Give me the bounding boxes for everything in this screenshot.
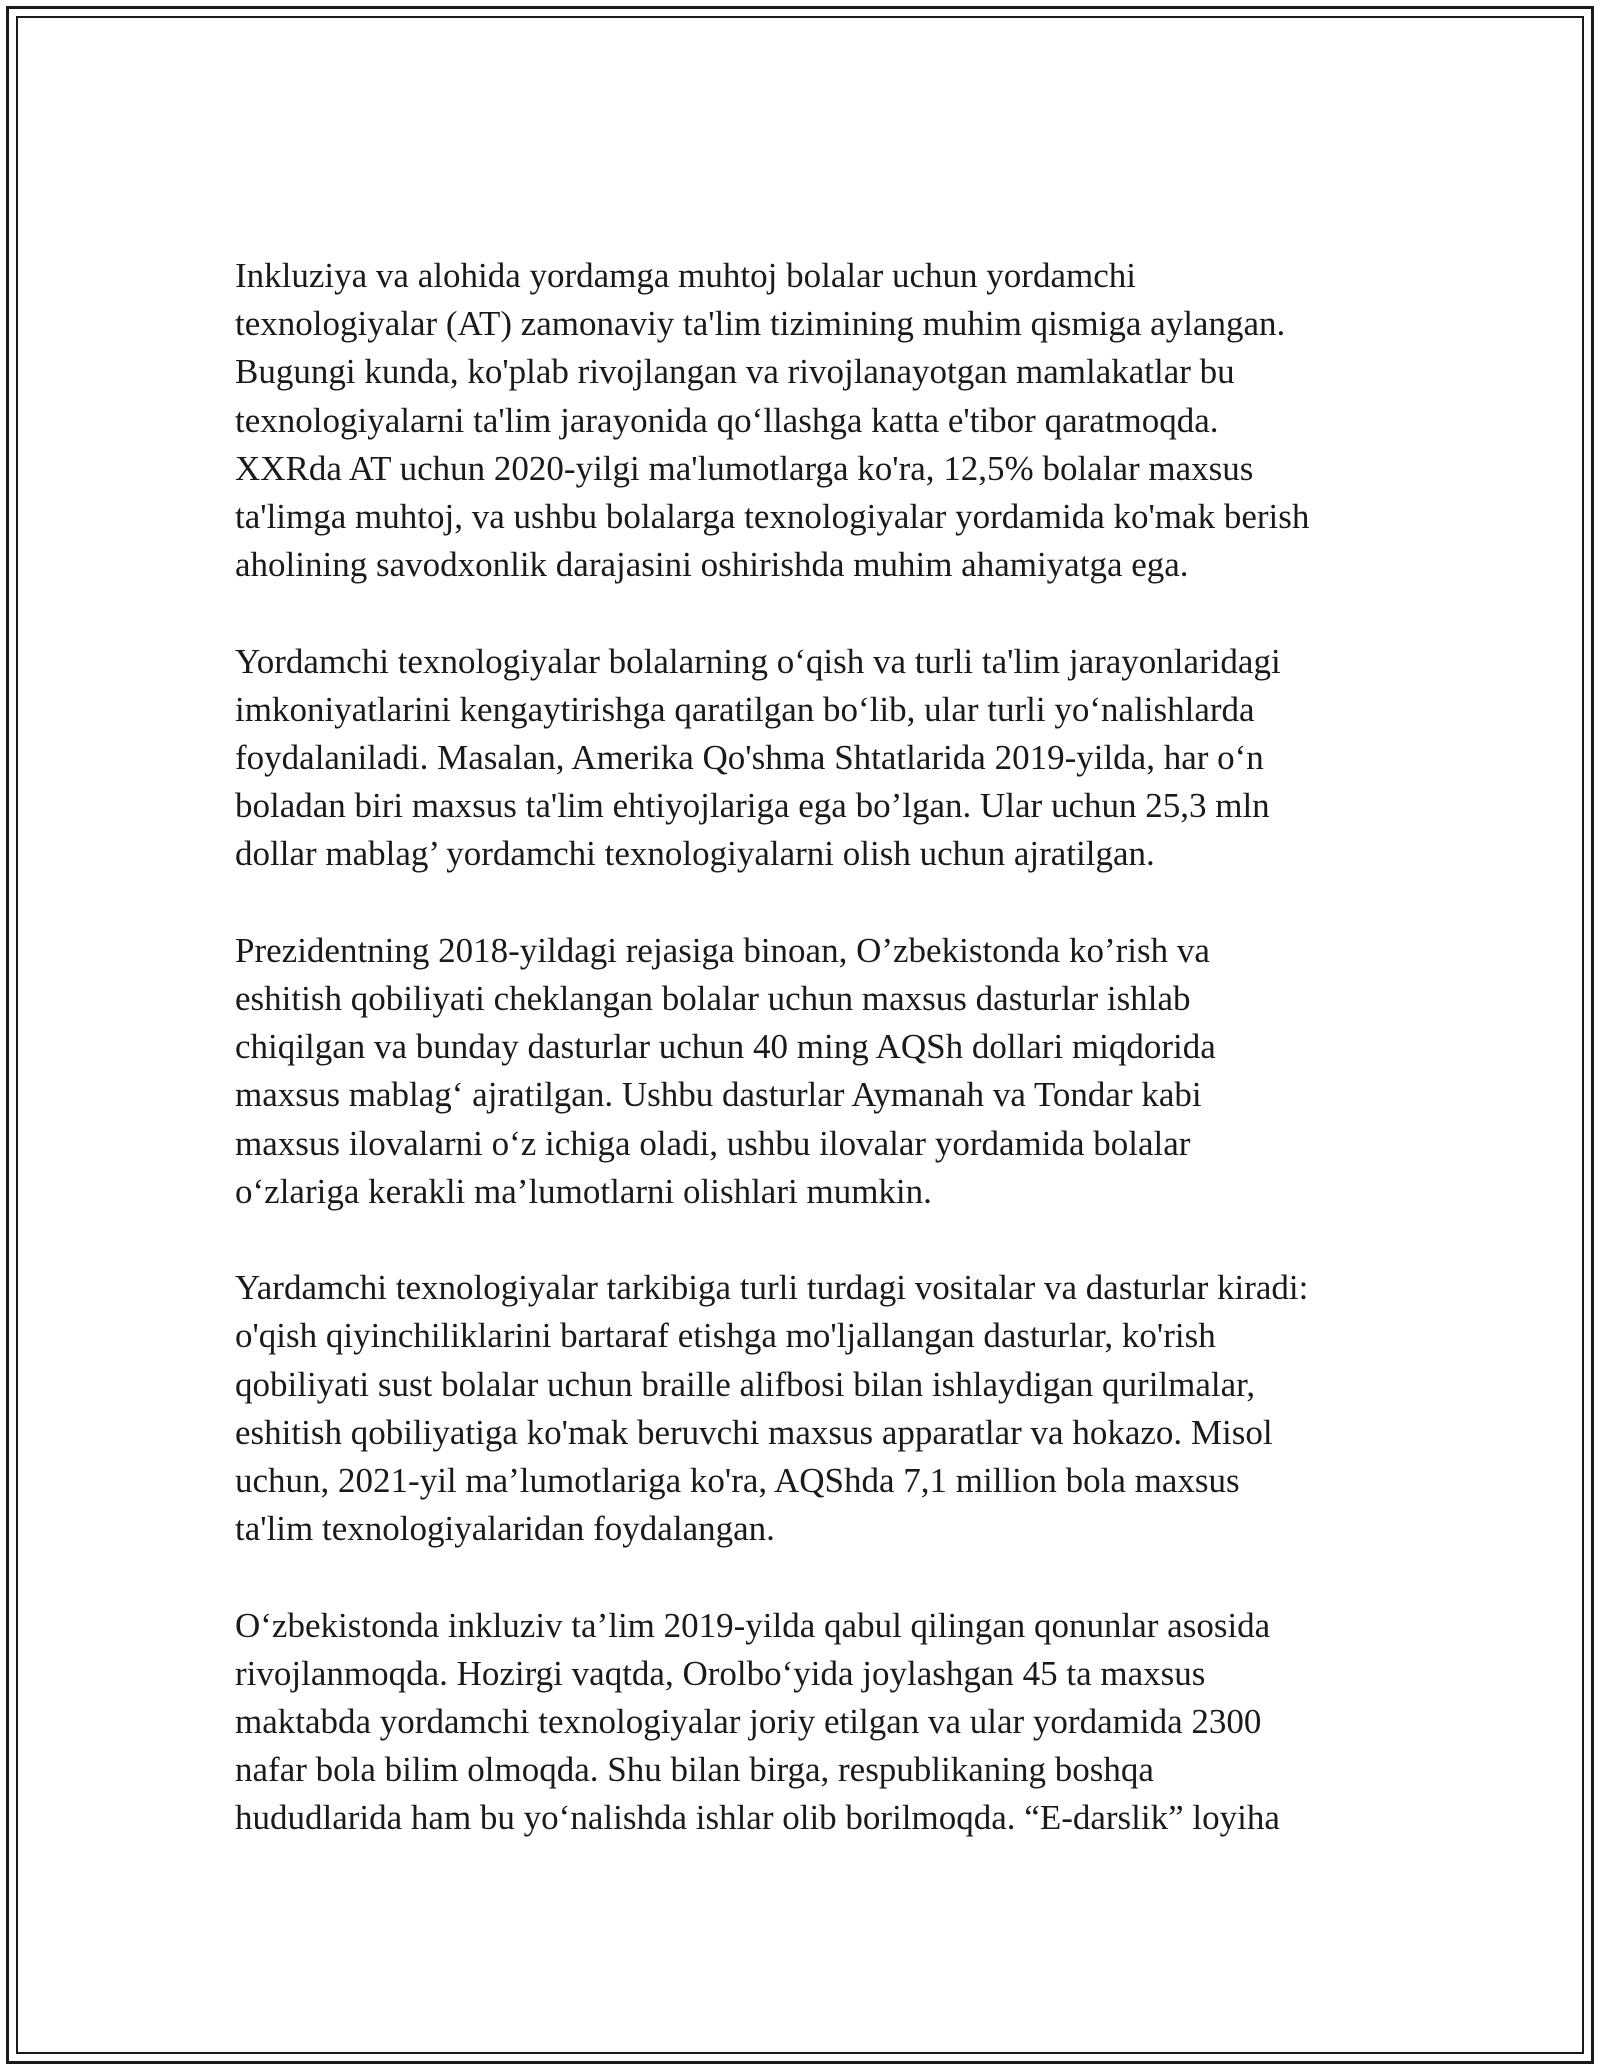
text-line: ta'limga muhtoj, va ushbu bolalarga texnologiyalar yordamida ko'mak berish [235,497,1310,537]
text-line: texnologiyalar (AT) zamonaviy ta'lim tizimining muhim qismiga aylangan. [235,304,1286,344]
text-line: hududlarida ham bu yo‘nalishda ishlar olib borilmoqda. “E-darslik” loyiha [235,1798,1280,1838]
text-line: rivojlanmoqda. Hozirgi vaqtda, Orolbo‘yida joylashgan 45 ta maxsus [235,1653,1206,1693]
document-body [235,252,1395,1843]
text-line: o‘zlariga kerakli ma’lumotlarni olishlari mumkin. [235,1171,932,1211]
text-line: XXRda AT uchun 2020-yilgi ma'lumotlarga ko'ra, 12,5% bolalar maxsus [235,448,1254,488]
text-line: Prezidentning 2018-yildagi rejasiga binoan, O’zbekistonda ko’rish va [235,930,1210,970]
text-line: maxsus ilovalarni o‘z ichiga oladi, ushbu ilovalar yordamida bolalar [235,1123,1191,1163]
text-line: Yordamchi texnologiyalar bolalarning o‘qish va turli ta'lim jarayonlaridagi [235,641,1281,681]
text-line: chiqilgan va bunday dasturlar uchun 40 ming AQSh dollari miqdorida [235,1027,1216,1067]
text-line: foydalaniladi. Masalan, Amerika Qo'shma Shtatlarida 2019-yilda, har o‘n [235,738,1264,778]
text-line: dollar mablag’ yordamchi texnologiyalarni olish uchun ajratilgan. [235,834,1155,874]
paragraph-5 [235,1602,1395,1843]
text-line: o'qish qiyinchiliklarini bartaraf etishga mo'ljallangan dasturlar, ko'rish [235,1316,1216,1356]
text-line: aholining savodxonlik darajasini oshirishda muhim ahamiyatga ega. [235,545,1189,585]
text-line: Yardamchi texnologiyalar tarkibiga turli turdagi vositalar va dasturlar kiradi: [235,1268,1309,1308]
paragraph-2 [235,638,1395,879]
text-line: qobiliyati sust bolalar uchun braille alifbosi bilan ishlaydigan qurilmalar, [235,1364,1256,1404]
text-line: maktabda yordamchi texnologiyalar joriy etilgan va ular yordamida 2300 [235,1702,1262,1742]
paragraph-4 [235,1264,1395,1553]
text-line: ta'lim texnologiyalaridan foydalangan. [235,1509,775,1549]
text-line: nafar bola bilim olmoqda. Shu bilan birga, respublikaning boshqa [235,1750,1154,1790]
text-line: boladan biri maxsus ta'lim ehtiyojlariga ega bo’lgan. Ular uchun 25,3 mln [235,786,1270,826]
text-line: uchun, 2021-yil ma’lumotlariga ko'ra, AQShda 7,1 million bola maxsus [235,1461,1240,1501]
text-line: O‘zbekistonda inkluziv ta’lim 2019-yilda qabul qilingan qonunlar asosida [235,1605,1271,1645]
paragraph-3 [235,927,1395,1216]
text-line: eshitish qobiliyati cheklangan bolalar uchun maxsus dasturlar ishlab [235,979,1191,1019]
text-line: Bugungi kunda, ko'plab rivojlangan va rivojlanayotgan mamlakatlar bu [235,352,1235,392]
text-line: maxsus mablag‘ ajratilgan. Ushbu dasturlar Aymanah va Tondar kabi [235,1075,1202,1115]
text-line: texnologiyalarni ta'lim jarayonida qo‘llashga katta e'tibor qaratmoqda. [235,400,1219,440]
paragraph-1 [235,252,1395,589]
text-line: eshitish qobiliyatiga ko'mak beruvchi maxsus apparatlar va hokazo. Misol [235,1412,1273,1452]
text-line: imkoniyatlarini kengaytirishga qaratilgan bo‘lib, ular turli yo‘nalishlarda [235,689,1255,729]
text-line: Inkluziya va alohida yordamga muhtoj bolalar uchun yordamchi [235,256,1136,295]
